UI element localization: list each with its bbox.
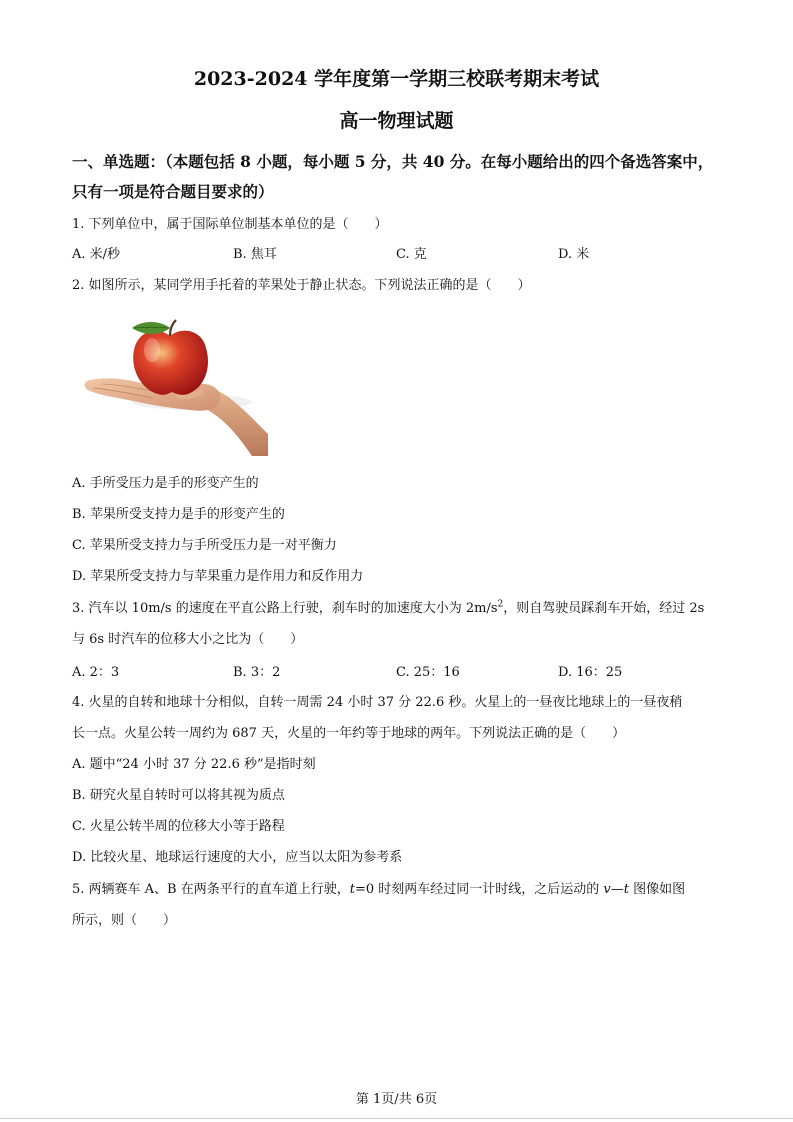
q5-var-t: t bbox=[349, 882, 355, 897]
q3-stem-part1: 3. 汽车以 10m/s 的速度在平直公路上行驶，刹车时的加速度大小为 2m/s bbox=[72, 601, 498, 616]
q5-stem-seg-a: 5. 两辆赛车 A、B 在两条平行的直车道上行驶， bbox=[72, 882, 350, 897]
q4-option-b: B. 研究火星自转时可以将其视为质点 bbox=[72, 788, 285, 803]
bottom-divider bbox=[0, 1118, 793, 1119]
q1-option-b: B. 焦耳 bbox=[233, 247, 277, 262]
page-footer: 第 1页/共 6页 bbox=[355, 1092, 438, 1107]
q4-option-d: D. 比较火星、地球运行速度的大小，应当以太阳为参考系 bbox=[72, 850, 403, 865]
q3-option-b: B. 3：2 bbox=[233, 665, 281, 680]
hand-holding-apple-image bbox=[72, 306, 268, 456]
q4-option-c: C. 火星公转半周的位移大小等于路程 bbox=[72, 819, 285, 834]
q3-stem-line1 bbox=[72, 597, 704, 616]
exam-subtitle: 高一物理试题 bbox=[339, 110, 454, 132]
q1-stem: 1. 下列单位中，属于国际单位制基本单位的是（ ） bbox=[72, 217, 388, 232]
q2-option-c: C. 苹果所受支持力与手所受压力是一对平衡力 bbox=[72, 538, 337, 553]
q5-dash: — bbox=[610, 882, 624, 897]
section-heading-line2: 只有一项是符合题目要求的） bbox=[72, 182, 274, 201]
q4-stem-line1: 4. 火星的自转和地球十分相似，自转一周需 24 小时 37 分 22.6 秒。火星上的一昼夜比地球上的一昼夜稍 bbox=[72, 695, 683, 710]
q4-option-a: A. 题中“24 小时 37 分 22.6 秒”是指时刻 bbox=[72, 757, 316, 772]
q5-stem-line1 bbox=[72, 878, 685, 897]
q4-stem-line2: 长一点。火星公转一周约为 687 天，火星的一年约等于地球的两年。下列说法正确的是（ ） bbox=[72, 726, 626, 741]
q3-stem-line2: 与 6s 时汽车的位移大小之比为（ ） bbox=[72, 632, 304, 647]
q2-option-b: B. 苹果所受支持力是手的形变产生的 bbox=[72, 507, 285, 522]
exam-title: 2023-2024 学年度第一学期三校联考期末考试 bbox=[193, 68, 600, 90]
q2-option-a: A. 手所受压力是手的形变产生的 bbox=[72, 476, 259, 491]
q5-var-v: v bbox=[603, 882, 611, 897]
apple-hand-illustration bbox=[72, 306, 268, 456]
section-heading-line1: 一、单选题：（本题包括 8 小题，每小题 5 分，共 40 分。在每小题给出的四个备选答案中， bbox=[72, 152, 714, 171]
q1-option-c: C. 克 bbox=[396, 247, 427, 262]
q2-option-d: D. 苹果所受支持力与苹果重力是作用力和反作用力 bbox=[72, 569, 364, 584]
q3-option-c: C. 25：16 bbox=[396, 665, 460, 680]
q1-option-d: D. 米 bbox=[558, 247, 590, 262]
q2-stem: 2. 如图所示，某同学用手托着的苹果处于静止状态。下列说法正确的是（ ） bbox=[72, 278, 531, 293]
q5-stem-seg-c: 图像如图 bbox=[629, 882, 686, 897]
q5-var-t2: t bbox=[623, 882, 630, 897]
q5-stem-seg-b: =0 时刻两车经过同一计时线，之后运动的 bbox=[354, 882, 604, 897]
q5-stem-line2: 所示，则（ ） bbox=[72, 913, 177, 928]
q1-option-a: A. 米/秒 bbox=[72, 247, 121, 262]
q3-option-a: A. 2：3 bbox=[72, 665, 120, 680]
q3-option-d: D. 16：25 bbox=[558, 665, 623, 680]
q3-stem-part2: ，则自驾驶员踩刹车开始，经过 2s bbox=[503, 601, 705, 616]
q3-stem-superscript: 2 bbox=[497, 599, 504, 610]
